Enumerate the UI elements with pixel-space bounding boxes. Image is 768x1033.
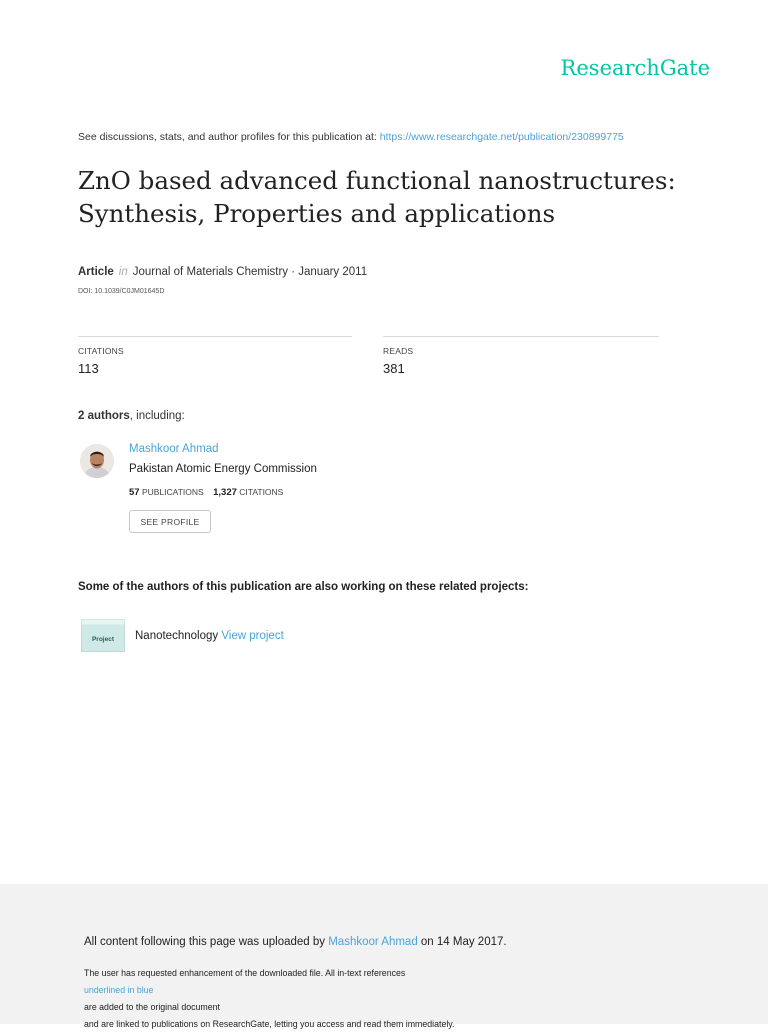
project-name: Nanotechnology	[135, 630, 219, 642]
publication-url-link[interactable]: https://www.researchgate.net/publication/230899775	[379, 131, 624, 143]
citations-value: 113	[78, 361, 99, 376]
avatar-portrait-icon	[80, 444, 114, 478]
reads-label: READS	[383, 346, 414, 356]
publication-type: Article	[78, 266, 114, 278]
notice-line-2: and are linked to publications on ResearchGate, letting you access and read them immediately.	[84, 1019, 455, 1029]
author-name-link[interactable]: Mashkoor Ahmad	[129, 443, 219, 455]
reads-value: 381	[383, 361, 405, 376]
author-citations-count: 1,327	[213, 487, 237, 498]
researchgate-logo[interactable]: ResearchGate	[560, 56, 710, 80]
publication-title	[78, 164, 718, 230]
title-line-1: ZnO based advanced functional nanostructures:	[78, 166, 676, 195]
uploader-link[interactable]: Mashkoor Ahmad	[328, 936, 418, 948]
in-word: in	[118, 266, 128, 278]
author-publications-label: PUBLICATIONS	[141, 487, 204, 497]
divider-citations	[78, 336, 352, 337]
notice-line-1	[84, 965, 704, 1016]
discussion-prefix: See discussions, stats, and author profiles for this publication at:	[78, 131, 380, 143]
author-counts	[129, 487, 283, 498]
author-avatar[interactable]	[80, 444, 114, 478]
project-folder-icon[interactable]	[81, 619, 125, 652]
related-projects-heading: Some of the authors of this publication are also working on these related projects:	[78, 581, 529, 593]
see-profile-button[interactable]: SEE PROFILE	[129, 510, 211, 533]
enhancement-notice	[84, 965, 704, 1033]
author-publications-count: 57	[129, 487, 140, 498]
authors-count: 2 authors	[78, 410, 130, 422]
doi: DOI: 10.1039/C0JM01645D	[78, 288, 165, 295]
notice-line-1-suffix: are added to the original document	[84, 1002, 220, 1012]
notice-line-1-prefix: The user has requested enhancement of the downloaded file. All in-text references	[84, 968, 406, 978]
view-project-link[interactable]: View project	[221, 630, 284, 642]
authors-suffix: , including:	[129, 410, 185, 422]
footer-panel	[0, 884, 768, 1029]
publication-meta	[78, 266, 367, 278]
discussion-notice	[78, 131, 624, 143]
uploaded-prefix: All content following this page was uploaded by	[84, 936, 329, 948]
uploaded-suffix: on 14 May 2017.	[417, 936, 507, 948]
divider-reads	[383, 336, 659, 337]
project-item	[135, 630, 284, 642]
author-affiliation: Pakistan Atomic Energy Commission	[129, 463, 317, 475]
uploaded-notice	[84, 936, 507, 948]
authors-heading	[78, 410, 185, 422]
citations-label: CITATIONS	[78, 346, 124, 356]
title-line-2: Synthesis, Properties and applications	[78, 199, 556, 228]
project-icon-label: Project	[91, 636, 115, 643]
venue-date: Journal of Materials Chemistry · January 2011	[132, 266, 368, 278]
author-citations-label: CITATIONS	[239, 487, 284, 497]
underlined-in-blue-link[interactable]: underlined in blue	[84, 985, 154, 995]
